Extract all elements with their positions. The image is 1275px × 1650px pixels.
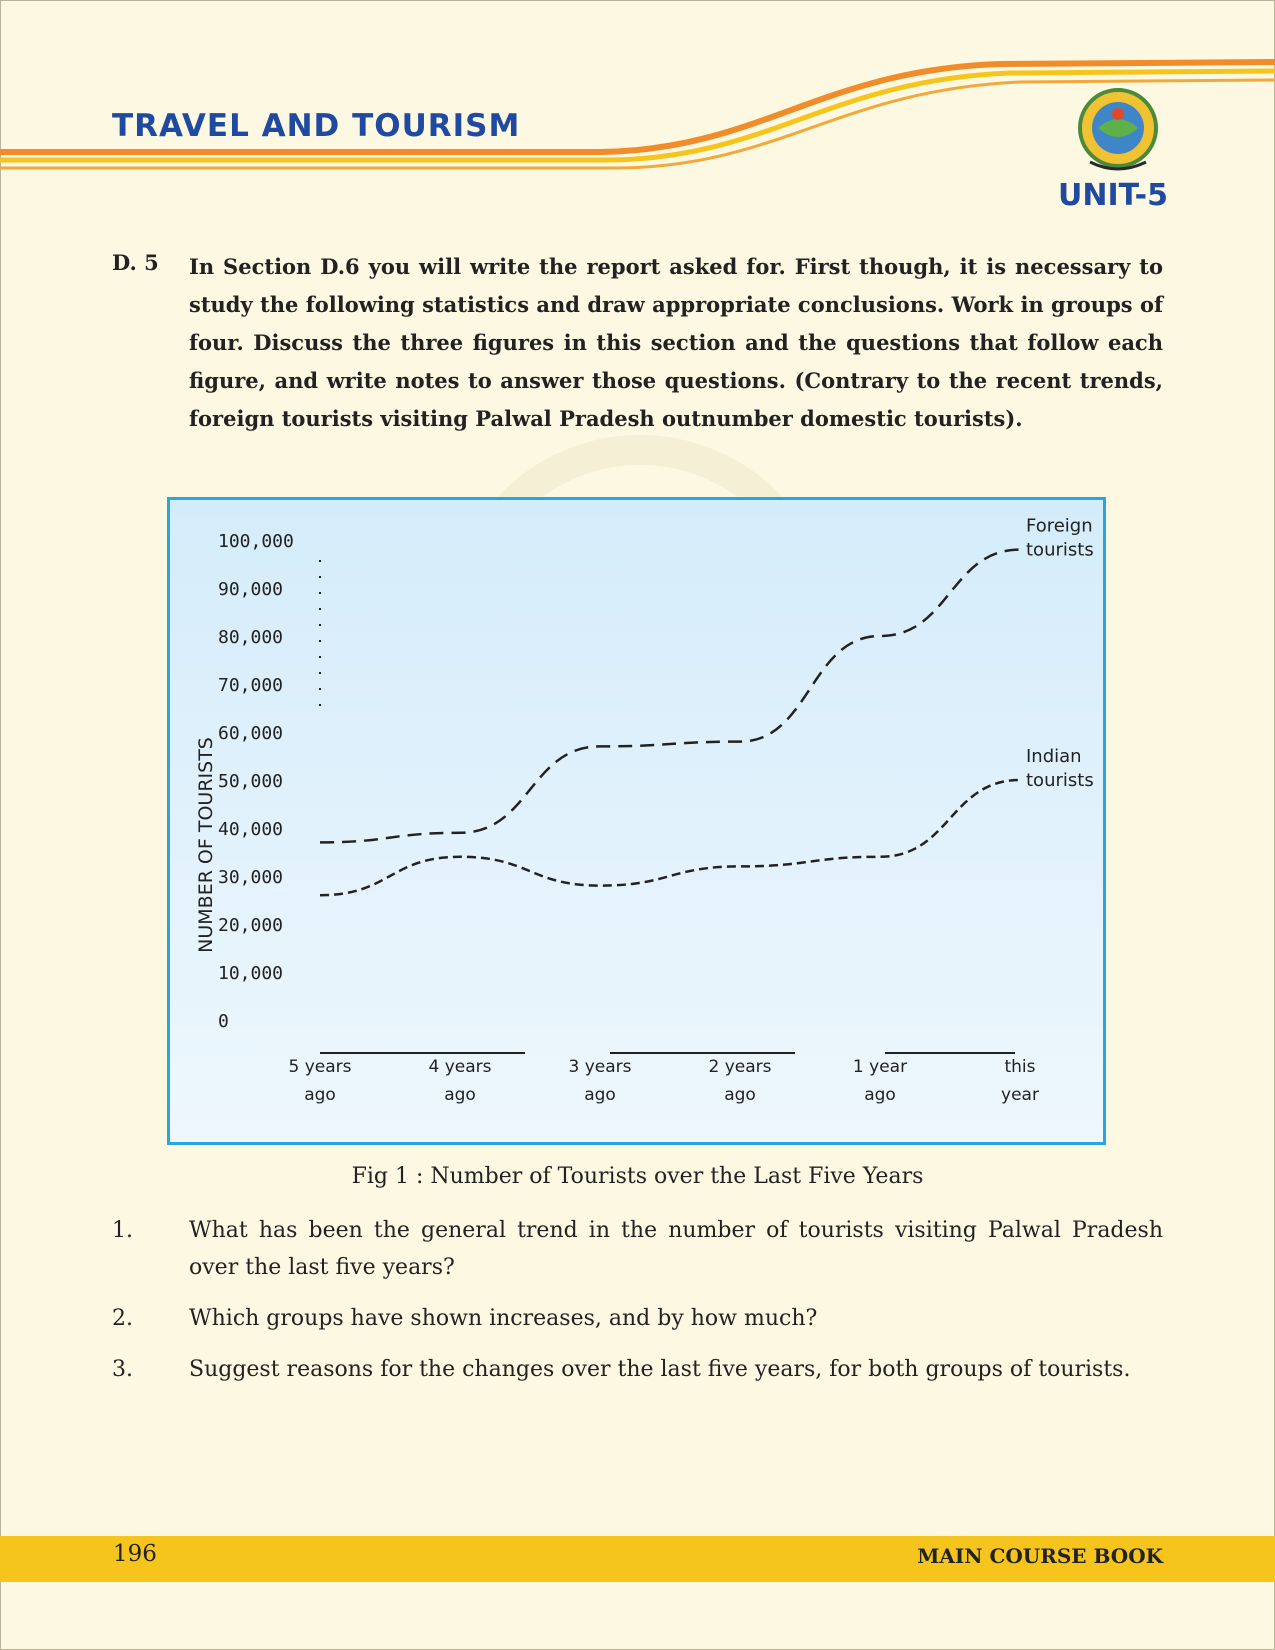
y-tick-label: 70,000 bbox=[218, 675, 284, 696]
series-label: Foreign tourists bbox=[1026, 515, 1094, 561]
question-number: 1. bbox=[112, 1218, 133, 1243]
y-tick-label: 100,000 bbox=[218, 531, 294, 552]
y-tick-label: 90,000 bbox=[218, 579, 284, 600]
question-text: Suggest reasons for the changes over the last five years, for both groups of tourists. bbox=[189, 1357, 1131, 1382]
question-item bbox=[112, 1212, 1163, 1286]
section-instructions: In Section D.6 you will write the report asked for. First though, it is necessary to study the following statistics and draw appropriate conclusions. Work in groups of four. Discuss the three figures in this section and the questions that follow each figure, and write notes to answer those questions. (Contrary to the recent trends, foreign tourists visiting Palwal Pradesh outnumber domestic tourists). bbox=[189, 254, 1163, 431]
question-list bbox=[112, 1212, 1163, 1402]
tourist-line-chart bbox=[167, 497, 1106, 1145]
y-tick-label: 0 bbox=[218, 1011, 229, 1032]
x-tick-label: 2 years ago bbox=[708, 1057, 772, 1105]
y-tick-label: 30,000 bbox=[218, 867, 284, 888]
y-tick-label: 60,000 bbox=[218, 723, 284, 744]
x-tick-label: 4 years ago bbox=[428, 1057, 492, 1105]
foreign-tourists-line bbox=[320, 550, 1020, 843]
y-tick-label: 50,000 bbox=[218, 771, 284, 792]
y-tick-label: 20,000 bbox=[218, 915, 284, 936]
page-number: 196 bbox=[113, 1541, 157, 1567]
y-axis-label: NUMBER OF TOURISTS bbox=[195, 737, 217, 953]
y-tick-label: 10,000 bbox=[218, 963, 284, 984]
x-tick-label: 3 years ago bbox=[568, 1057, 632, 1105]
chart-canvas bbox=[170, 500, 1103, 1142]
x-tick-label: 5 years ago bbox=[288, 1057, 352, 1105]
question-item bbox=[112, 1351, 1163, 1388]
figure-caption: Fig 1 : Number of Tourists over the Last Five Years bbox=[351, 1164, 924, 1189]
x-tick-label: this year bbox=[1001, 1057, 1039, 1105]
x-tick-label: 1 year ago bbox=[852, 1057, 908, 1105]
unit-label: UNIT-5 bbox=[1058, 178, 1169, 213]
series-label: Indian tourists bbox=[1026, 746, 1094, 791]
question-item bbox=[112, 1300, 1163, 1337]
chapter-title: TRAVEL AND TOURISM bbox=[112, 108, 521, 144]
indian-tourists-line bbox=[320, 780, 1020, 895]
emblem-logo bbox=[1068, 80, 1168, 180]
question-number: 3. bbox=[112, 1357, 133, 1382]
question-number: 2. bbox=[112, 1306, 133, 1331]
y-tick-label: 80,000 bbox=[218, 627, 284, 648]
question-text: Which groups have shown increases, and by how much? bbox=[189, 1306, 818, 1331]
question-text: What has been the general trend in the number of tourists visiting Palwal Pradesh over the last five years? bbox=[189, 1218, 1163, 1280]
book-name: MAIN COURSE BOOK bbox=[917, 1544, 1163, 1568]
y-tick-label: 40,000 bbox=[218, 819, 284, 840]
section-number: D. 5 bbox=[112, 250, 159, 275]
